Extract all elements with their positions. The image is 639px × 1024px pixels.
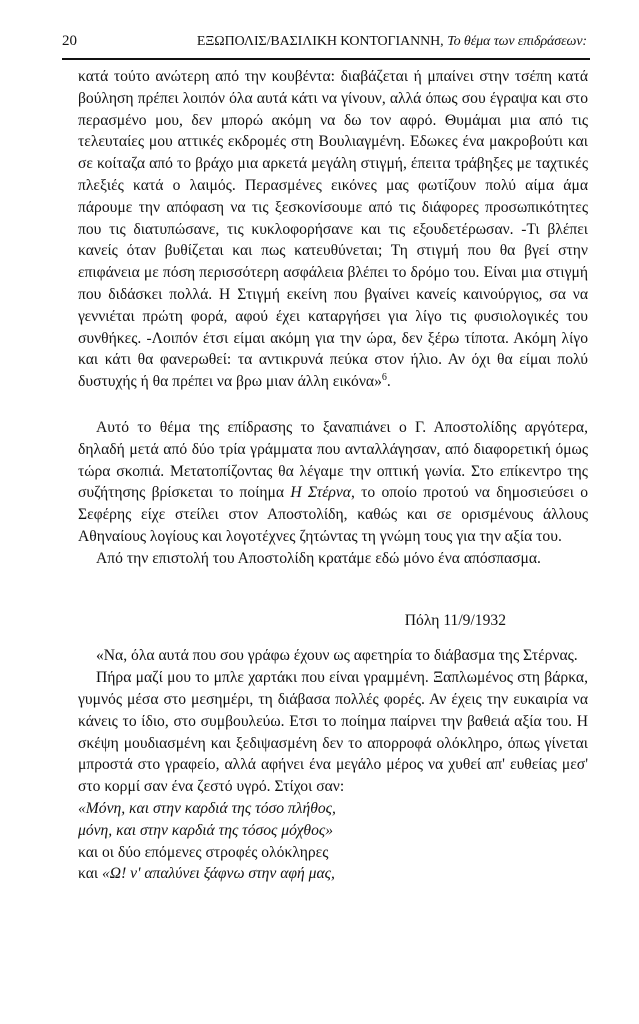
running-title xyxy=(197,30,587,53)
verse-line-1: «Μόνη, και στην καρδιά της τόσο πλήθος, xyxy=(78,799,336,817)
paragraph-4: «Να, όλα αυτά που σου γράφω έχουν ως αφετηρία το διάβασμα της Στέρνας. xyxy=(96,647,578,665)
last-line xyxy=(78,863,588,885)
paragraph-2-part1: Αυτό το θέμα της επίδρασης το ξαναπιάνει ο Γ. Αποστολίδης αργότερα, δηλαδή μετά από δύο τρία γράμματα που ανταλλάγησαν, από διαφορετική όμως τώρα σκοπιά. Μετατοπίζοντας θα λέγαμε την οπτική γωνία. Στο επίκεντρο της συζήτησης βρίσκεται το ποίημα xyxy=(78,418,588,502)
page-header xyxy=(62,30,587,52)
verse-line-2: μόνη, και στην καρδιά της τόσος μόχθος» xyxy=(78,821,334,839)
body-text xyxy=(78,66,588,885)
spacer xyxy=(78,393,588,417)
page-number: 20 xyxy=(62,33,77,49)
footnote-marker: 6 xyxy=(381,371,387,383)
last-line-verse: «Ω! ν' απαλύνει ξάφνω στην αφή μας, xyxy=(102,865,335,883)
spacer xyxy=(78,570,588,610)
running-title-italic: Το θέμα των επιδράσεων: xyxy=(447,34,587,49)
running-title-author: ΕΞΩΠΟΛΙΣ/ΒΑΣΙΛΙΚΗ ΚΟΝΤΟΓΙΑΝΝΗ, xyxy=(196,34,444,49)
text-line-after-verse: και οι δύο επόμενες στροφές ολόκληρες xyxy=(78,843,329,861)
paragraph-1: κατά τούτο ανώτερη από την κουβέντα: διαβάζεται ή μπαίνει στην τσέπη κατά βούληση πρέπει λοιπόν όλα αυτά κάτι να γίνουν, αλλά όπως σου έγραψα και στο περασμένο μου, δεν μπορώ ακόμη να δω τον αφρό. Θυμάμαι μια από τις τελευταίες μου αττικές εκδρομές στη Βουλιαγμένη. Εδωκες ένα μακροβούτι και σε κοίταζα από το βράχο μια αρκετά μεγάλη στιγμή, έπειτα τράβηξες με ταχτικές πλεξιές κατά ο λαιμός. Περασμένες εικόνες μας φωτίζουν πολύ αίμα άμα πάρουμε την απόφαση να τις ξεσκονίσουμε από τις διάφορες προσωπικότητες που τις διατυπώσανε, τις κυκλοφορήσανε και τις εξουδετέρωσαν. -Τι βλέπει κανείς όταν βυθίζεται και πως κατευθύνεται; Τη στιγμή που θα βγεί στην επιφάνεια με πόση περισσότερη ασφάλεια βλέπει το δρόμο του. Είναι μια στιγμή που διδάσκει πολλά. Η Στιγμή εκείνη που βγαίνει κανείς καινούργιος, σα να γεννιέται πρώτη φορά, αφού έχει καταργήσει για λίγο τις φυσιολογικές του συνθήκες. -Λοιπόν έτσι είμαι ακόμη για την ώρα, δεν ξέρω τίποτα. Ακόμη λίγο και κάτι θα φανερωθεί: τα αντικρυνά πεύκα στον ήλιο. Αν όχι θα είμαι πολύ δυστυχής ή θα πρέπει να βρω μιαν άλλη εικόνα»$^6$. xyxy=(78,68,588,391)
paragraph-1-text: κατά τούτο ανώτερη από την κουβέντα: διαβάζεται ή μπαίνει στην τσέπη κατά βούληση πρέπει λοιπόν όλα αυτά κάτι να γίνουν, αλλά όπως σου έγραψα και στο περασμένο μου, δεν μπορώ ακόμη να δω τον αφρό. Θυμάμαι μια από τις τελευταίες μου αττικές εκδρομές στη Βουλιαγμένη. Εδωκες ένα μακροβούτι και σε κοίταζα από το βράχο μια αρκετά μεγάλη στιγμή, έπειτα τράβηξες με ταχτικές πλεξιές κατά ο λαιμός. Περασμένες εικόνες μας φωτίζουν πολύ αίμα άμα πάρουμε την απόφαση να τις ξεσκονίσουμε από τις διάφορες προσωπικότητες που τις διατυπώσανε, τις κυκλοφορήσανε και τις εξουδετέρωσαν. -Τι βλέπει κανείς όταν βυθίζεται και πως κατευθύνεται; Τη στιγμή που θα βγεί στην επιφάνεια με πόση περισσότερη ασφάλεια βλέπει το δρόμο του. Είναι μια στιγμή που διδάσκει πολλά. Η Στιγμή εκείνη που βγαίνει κανείς καινούργιος, σα να γεννιέται πρώτη φορά, αφού έχει καταργήσει για λίγο τις φυσιολογικές του συνθήκες. -Λοιπόν έτσι είμαι ακόμη για την ώρα, δεν ξέρω τίποτα. Ακόμη λίγο και κάτι θα φανερωθεί: τα αντικρυνά πεύκα στον ήλιο. Αν όχι θα είμαι πολύ δυστυχής ή θα πρέπει να βρω μιαν άλλη εικόνα» xyxy=(78,68,588,391)
last-line-prefix: και xyxy=(78,865,102,883)
letter-dateline: Πόλη 11/9/1932 xyxy=(404,611,506,629)
paragraph-5: Πήρα μαζί μου το μπλε χαρτάκι που είναι γραμμένη. Ξαπλωμένος στη βάρκα, γυμνός μέσα στο μεσημέρι, τη διάβασα πολλές φορές. Αν έχεις την ευκαιρία να κάνεις το ίδιο, στο συμβουλεύω. Ετσι το ποίημα παίρνει την βαθειά αξία του. Η σκέψη μουδιασμένη και ξεδιψασμένη δεν το απορροφά ολόκληρο, όπως γίνεται μπροστά στο γραφείο, αλλά αφήνει ένα μεγάλο μέρος να χυθεί απ' ευθείας μεσ' στο κορμί σαν ένα ζεστό υγρό. Στίχοι σαν: xyxy=(78,669,588,796)
poem-title: Η Στέρνα xyxy=(290,484,351,502)
paragraph-3: Από την επιστολή του Αποστολίδη κρατάμε εδώ μόνο ένα απόσπασμα. xyxy=(96,549,541,567)
spacer xyxy=(78,631,588,645)
paragraph-2 xyxy=(78,417,588,548)
paragraph-2-part2: , το οποίο προτού να δημοσιεύσει ο Σεφέρης είχε στείλει στον Αποστολίδη, καθώς και σε ορισμένους άλλους Αθηναίους λογίους και λογοτέχνες ζητώντας τη γνώμη τους για την αξία του. xyxy=(78,484,588,545)
header-rule xyxy=(62,58,590,60)
